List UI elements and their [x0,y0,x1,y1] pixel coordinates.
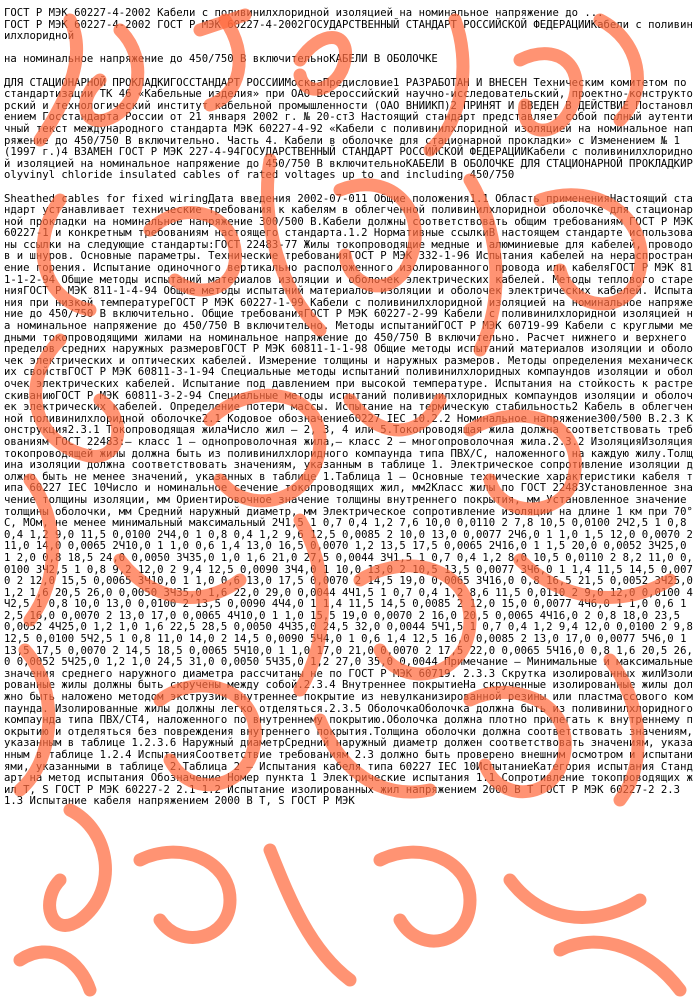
watermark-stroke [270,850,350,980]
watermark-stroke [560,942,680,990]
watermark-stroke [510,880,640,917]
watermark-stroke [50,810,106,925]
watermark-stroke [20,952,90,990]
watermark-stroke [140,852,230,937]
document-body-text: ГОСТ Р МЭК 60227-4-2002 Кабели с поливинилхлоридной изоляцией на номинальное напряжение до ... ГОСТ Р МЭК 60227-4-2002 ГОСТ Р МЭК 60227-4-2002ГОСУДАРСТВЕННЫЙ СТАНДАРТ РОССИЙСКОЙ ФЕДЕРАЦИИКабели с поливинилхлоридной на номинальное напряжение до 450/750 В включительноКАБЕЛИ В ОБОЛОЧКЕ ДЛЯ СТАЦИОНАРНОЙ ПРОКЛАДКИГОССТАНДАРТ РОССИИМоскваПредисловие1 РАЗРАБОТАН И ВНЕСЕН Техническим комитетом по стандартизации ТК 46 «Кабельные изделия» при ОАО Всероссийский научно-исследовательский, проектно-конструкторский и технологический институт кабельной промышленности (ОАО ВНИИКП)2 ПРИНЯТ И ВВЕДЕН В ДЕЙСТВИЕ Постановлением Госстандарта России от 21 января 2002 г. № 20-ст3 Настоящий стандарт представляет собой полный аутентичный текст международного стандарта МЭК 60227-4-92 «Кабели с поливинилхлоридной изоляцией на номинальное напряжение до 450/750 В включительно. Часть 4. Кабели в оболочке для стационарной прокладки» с Изменением № 1 (1997 г.)4 ВЗАМЕН ГОСТ Р МЭК 227-4-94ГОСУДАРСТВЕННЫЙ СТАНДАРТ РОССИЙСКОЙ ФЕДЕРАЦИИКабели с поливинилхлоридной изоляцией на номинальное напряжение до 450/750 В включительноКАБЕЛИ В ОБОЛОЧКЕ ДЛЯ СТАЦИОНАРНОЙ ПРОКЛАДКИPolyvinyl chloride insulated cables of rated voltages up to and including 450/750 Sheathed cables for fixed wiringДата введения 2002-07-011 Общие положения1.1 Область примененияНастоящий стандарт устанавливает технические требования к кабелям в облегченной поливинилхлоридной оболочке для стационарной прокладки на номинальное напряжение 300/500 В.Кабели должны соответствовать общим требованиям ГОСТ Р МЭК 60227-1 и конкретным требованиям настоящего стандарта.1.2 Нормативные ссылкиВ настоящем стандарте использованы ссылки на следующие стандарты:ГОСТ 22483-77 Жилы токопроводящие медные и алюминиевые для кабелей, проводов и шнуров. Основные параметры. Технические требованияГОСТ Р МЭК 332-1-96 Испытания кабелей на нераспространение горения. Испытание одиночного вертикально расположенного изолированного провода или кабеляГОСТ Р МЭК 811-1-2-94 Общие методы испытаний материалов изоляции и оболочек электрических кабелей. Методы теплового старенияГОСТ Р МЭК 811-1-4-94 Общие методы испытаний материалов изоляции и оболочек электрических кабелей. Испытания при низкой температуреГОСТ Р МЭК 60227-1-99 Кабели с поливинилхлоридной изоляцией на номинальное напряжение до 450/750 В включительно. Общие требованияГОСТ Р МЭК 60227-2-99 Кабели с поливинилхлоридной изоляцией на номинальное напряжение до 450/750 В включительно. Методы испытанийГОСТ Р МЭК 60719-99 Кабели с круглыми медными токопроводящими жилами на номинальное напряжение до 450/750 В включительно. Расчет нижнего и верхнего пределов средних наружных размеровГОСТ Р МЭК 60811-1-1-98 Общие методы испытаний материалов изоляции и оболочек электрических и оптических кабелей. Измерение толщины и наружных размеров. Методы определения механических свойствГОСТ Р МЭК 60811-3-1-94 Специальные методы испытаний поливинилхлоридных компаундов изоляции и оболочек электрических кабелей. Испытание под давлением при высокой температуре. Испытания на стойкость к растрескиваниюГОСТ Р МЭК 60811-3-2-94 Специальные методы испытаний поливинилхлоридных компаундов изоляции и оболочек электрических кабелей. Определение потери массы. Испытание на термическую стабильность2 Кабель в облегченной поливинилхлоридной оболочке2.1 Кодовое обозначение60227 IEC 10.2.2 Номинальное напряжение300/500 В.2.3 Конструкция2.3.1 Токопроводящая жилаЧисло жил — 2, 3, 4 или 5.Токопроводящая жила должна соответствовать требованиям ГОСТ 22483:— класс 1 — однопроволочная жила,— класс 2 — многопроволочная жила.2.3.2 ИзоляцияИзоляция токопроводящей жилы должна быть из поливинилхлоридного компаунда типа ПВХ/С, наложенного на каждую жилу.Толщина изоляции должна соответствовать значениям, указанным в таблице 1. Электрическое сопротивление изоляции должно быть не менее значений, указанных в таблице 1.Таблица 1 — Основные технические характеристики кабеля типа 60227 IEC 10Число и номинальное сечение токопроводящих жил, мм2Класс жилы по ГОСТ 22483Установленное значение толщины изоляции, мм Ориентировочное значение толщины внутреннего покрытия, мм Установленное значение толщины оболочки, мм Средний наружный диаметр, мм Электрическое сопротивление изоляции на длине 1 км при 70°С, МОм, не менее минимальный максимальный 2Ч1,5 1 0,7 0,4 1,2 7,6 10,0 0,0110 2 7,8 10,5 0,0100 2Ч2,5 1 0,8 0,4 1,2 9,0 11,5 0,0100 2Ч4,0 1 0,8 0,4 1,2 9,6 12,5 0,0085 2 10,0 13,0 0,0077 2Ч6,0 1 1,0 1,5 12,0 0,0070 2 11,0 14,0 0,0065 2Ч10,0 1 1,0 0,6 1,4 13,0 16,5 0,0070 1,2 13,5 17,5 0,0065 2Ч16,0 1 1,5 20,0 0,0052 3Ч25,0 1 2,0 0,8 18,5 24,0 0,0050 3Ч35,0 1,0 1,6 21,0 27,5 0,0044 3Ч1,5 1 0,7 0,4 1,2 8,0 10,5 0,0110 2 8,2 11,0 0,0100 3Ч2,5 1 0,8 9,2 12,0 2 9,4 12,5 0,0090 3Ч4,0 1 10,0 13,0 2 10,5 13,5 0,0077 3Ч6,0 1 1,4 11,5 14,5 0,0070 2 12,0 15,5 0,0065 3Ч10,0 1 1,0 0,6 13,0 17,5 0,0070 2 14,5 19,0 0,0065 3Ч16,0 0,8 16,5 21,5 0,0052 3Ч25,0 1,2 1,6 20,5 26,0 0,0050 3Ч35,0 1,6 22,0 29,0 0,0044 4Ч1,5 1 0,7 0,4 1,2 8,6 11,5 0,0110 2 9,0 12,0 0,0100 4Ч2,5 1 0,8 10,0 13,0 0,0100 2 13,5 0,0090 4Ч4,0 1 1,4 11,5 14,5 0,0085 2 12,0 15,0 0,0077 4Ч6,0 1 1,0 0,6 12,5 16,0 0,0070 2 13,0 17,0 0,0065 4Ч10,0 1 1,0 15,5 19,0 0,0070 2 16,0 20,5 0,0065 4Ч16,0 2 0,8 18,0 23,5 0,0052 4Ч25,0 1,2 1,0 1,6 22,5 28,5 0,0050 4Ч35,0 24,5 32,0 0,0044 5Ч1,5 1 0,7 0,4 1,2 9,4 12,0 0,0100 2 9,8 12,5 0,0100 5Ч2,5 1 0,8 11,0 14,0 2 14,5 0,0090 5Ч4,0 1 0,6 1,4 12,5 16,0 0,0085 2 13,0 17,0 0,0077 5Ч6,0 1 13,5 17,5 0,0070 2 14,5 18,5 0,0065 5Ч10,0 1 1,0 17,0 21,0 0,0070 2 17,5 22,0 0,0065 5Ч16,0 0,8 1,6 20,5 26,0 0,0052 5Ч25,0 1,2 1,0 24,5 31,0 0,0050 5Ч35,0 1,2 27,0 35,0 0,0044 Примечание — Минимальные и максимальные значения среднего наружного диаметра рассчитаны не по ГОСТ Р МЭК 60719. 2.3.3 Скрутка изолированных жилИзолированные жилы должны быть скручены между собой.2.3.4 Внутреннее покрытиеНа скрученные изолированные жилы должно быть наложено методом экструзии внутреннее покрытие из невулканизированной резины или пластмассового компаунда. Изолированные жилы должны легко отделяться.2.3.5 ОболочкаОболочка должна быть из поливинилхлоридного компаунда типа ПВХ/СТ4, наложенного по внутреннему покрытию.Оболочка должна плотно прилегать к внутреннему покрытию и отделяться без повреждения внутреннего покрытия.Толщина оболочки должна соответствовать значениям, указанным в таблице 1.2.3.6 Наружный диаметрСредний наружный диаметр должен соответствовать значениям, указанным в таблице 1.2.4 ИспытанияСоответствие требованиям 2.3 должно быть проверено внешним осмотром и испытаниями, указанными в таблице 2.Таблица 2 — Испытания кабеля типа 60227 IEC 10ИспытаниеКатегория испытания Стандарт на метод испытания Обозначение Номер пункта 1 Электрические испытания 1.1 Сопротивление токопроводящих жил Т, S ГОСТ Р МЭК 60227-2 2.1 1.2 Испытание изолированных жил напряжением 2000 В Т ГОСТ Р МЭК 60227-2 2.3 1.3 Испытание кабеля напряжением 2000 В Т, S ГОСТ Р МЭК [4,7,693,808]
watermark-stroke [380,852,470,941]
